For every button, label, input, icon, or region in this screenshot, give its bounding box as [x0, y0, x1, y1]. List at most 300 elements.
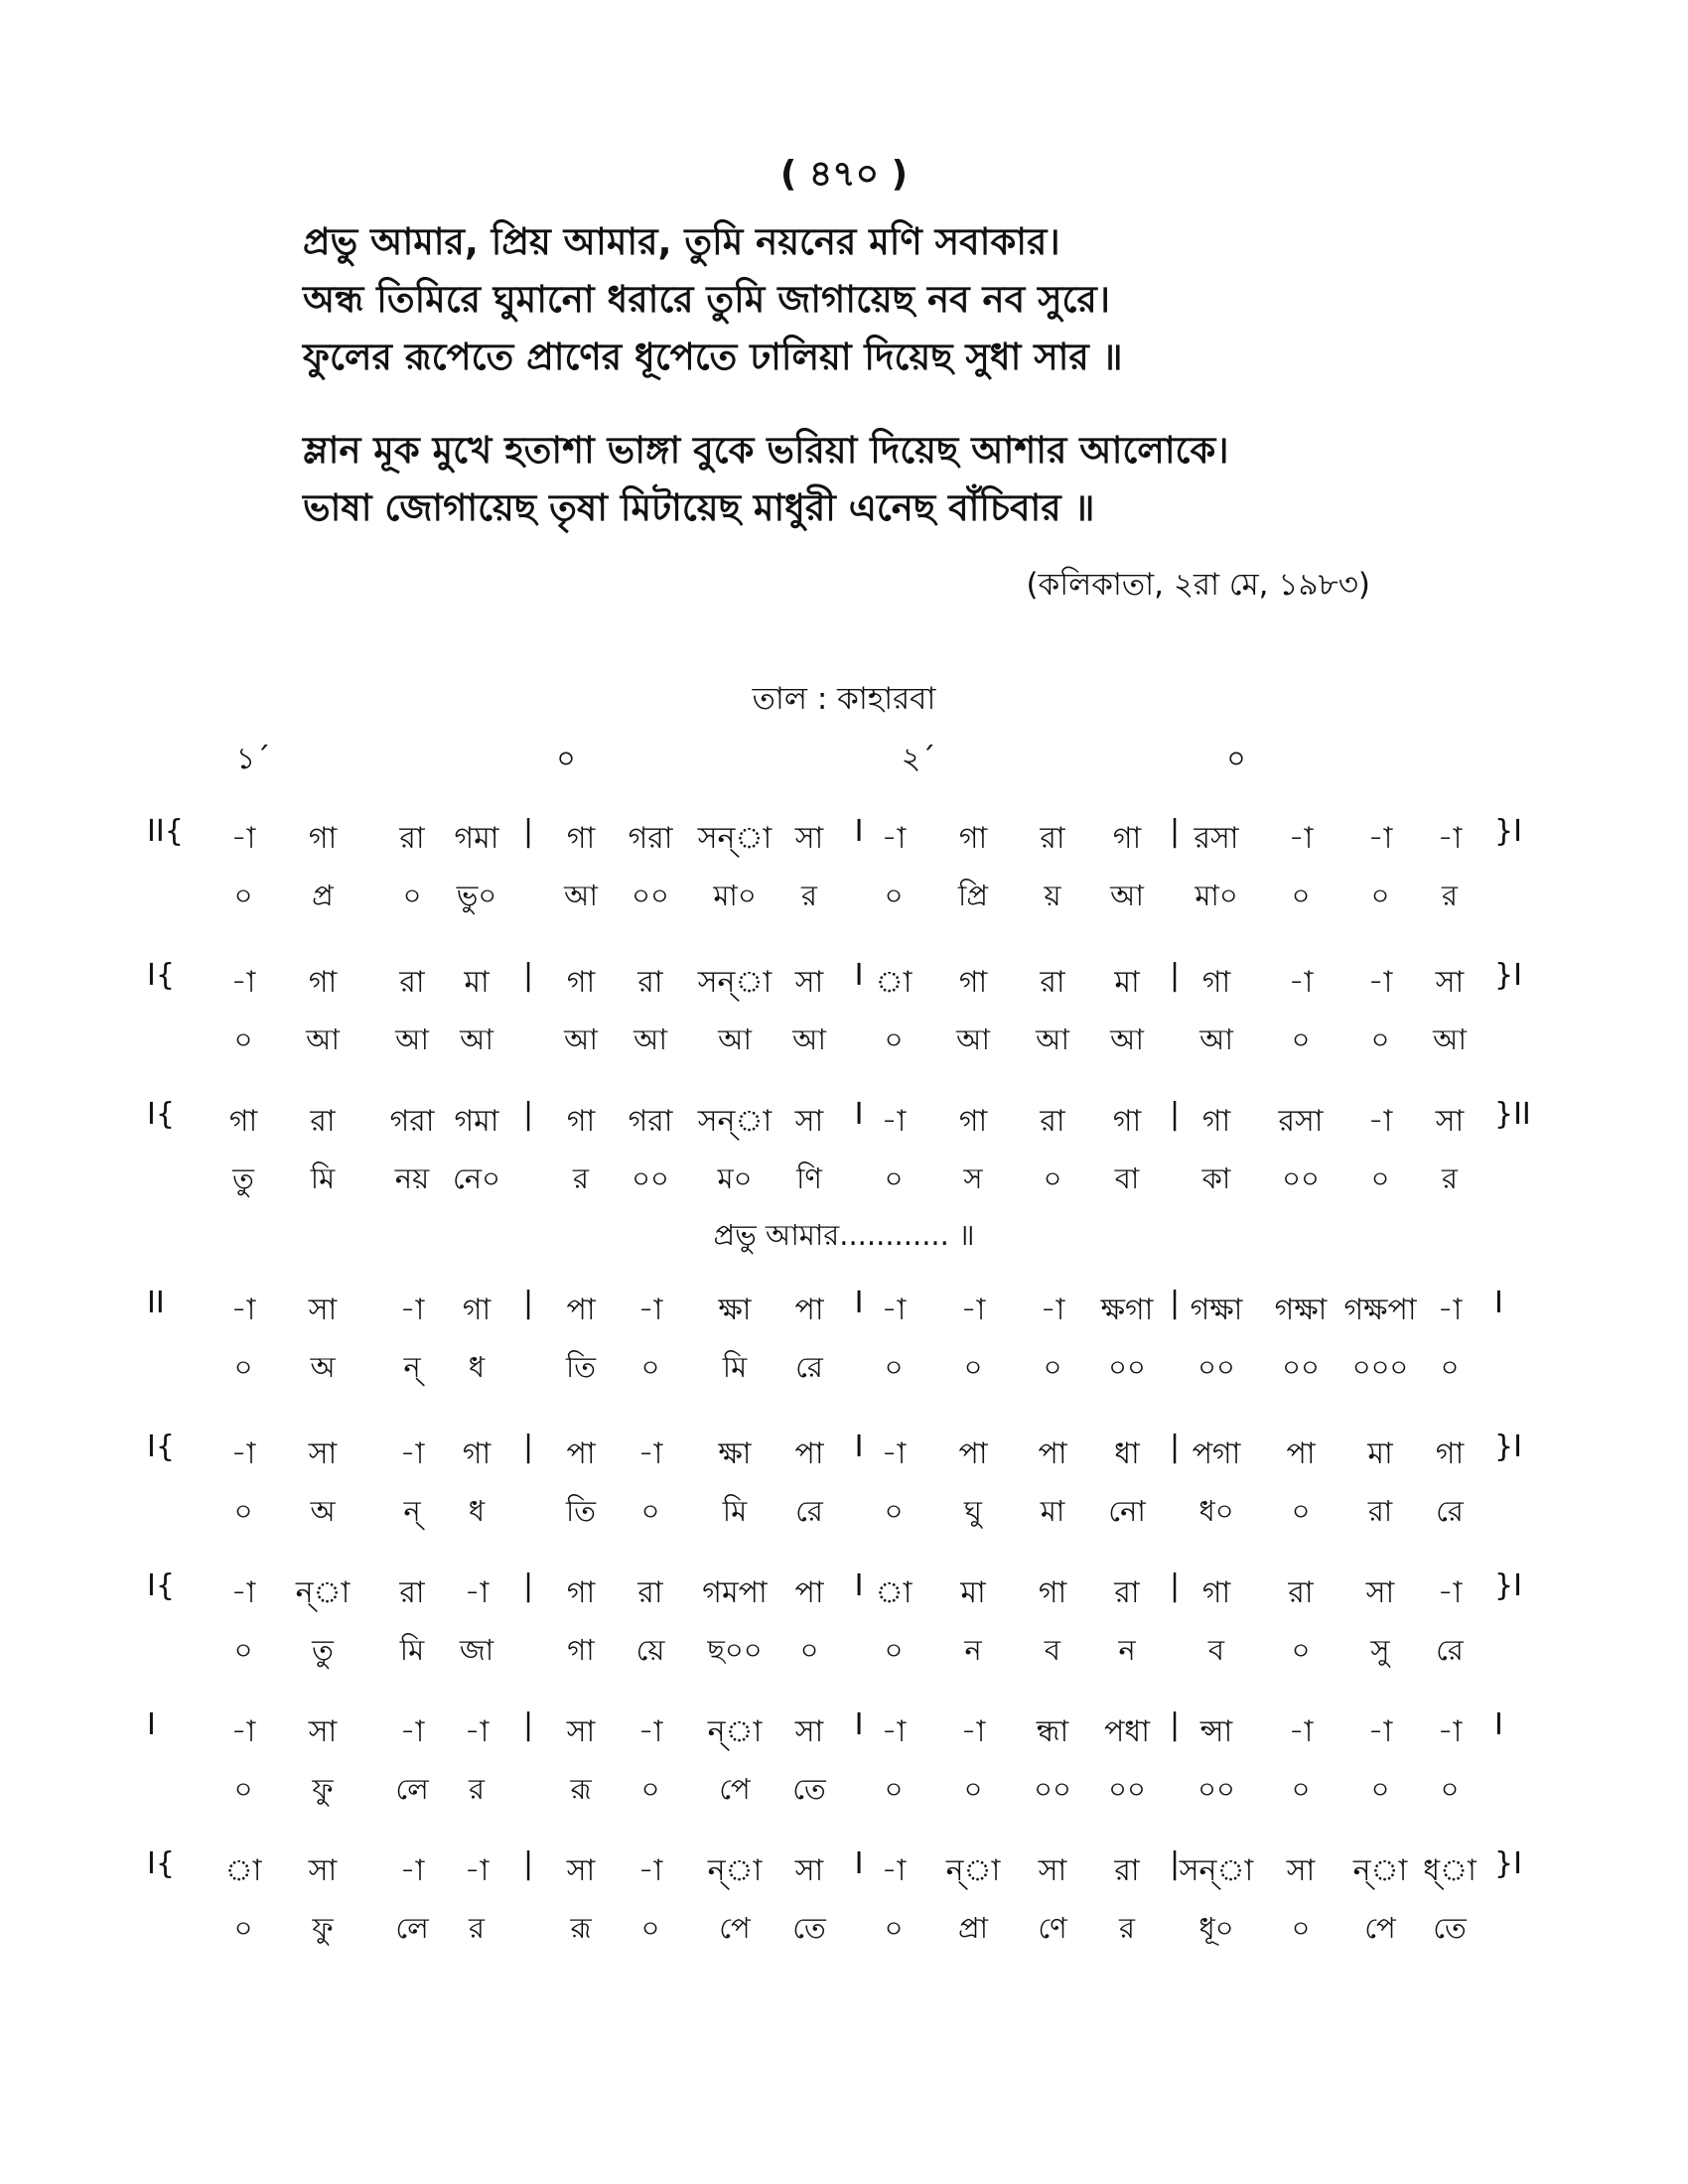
note: -া: [881, 821, 907, 856]
poem-line: ভাষা জোগায়েছ তৃষা মিটায়েছ মাধুরী এনেছ বাঁচিবার ॥: [303, 486, 1095, 529]
note: -া: [230, 965, 256, 1000]
note: ন্া: [1352, 1853, 1408, 1888]
note: ন্া: [707, 1853, 763, 1888]
syllable: মি: [722, 1494, 748, 1528]
bar-line-start: I{: [147, 1097, 175, 1132]
syllable: ০: [1291, 1772, 1311, 1806]
syllable: পে: [719, 1911, 751, 1945]
note: -া: [881, 1714, 907, 1749]
note: সন্া: [697, 1104, 773, 1139]
notation-row: [0, 1569, 1688, 1618]
bar-line-end: I: [1494, 1286, 1503, 1320]
syllable: তে: [792, 1772, 826, 1806]
note: সা: [1286, 1853, 1316, 1888]
syllable: রূ: [570, 1772, 592, 1806]
note: মা: [1367, 1436, 1393, 1471]
syllable: ০: [1291, 1633, 1311, 1667]
syllable: ০: [884, 879, 904, 912]
bar-line-end: }I: [1494, 1846, 1522, 1881]
syllable: মি: [722, 1350, 748, 1384]
syllable: প্র: [312, 879, 334, 912]
note: -া: [1367, 1714, 1393, 1749]
syllable: ০০: [1197, 1350, 1235, 1384]
bar-divider: |: [1169, 1286, 1181, 1320]
syllable: র: [469, 1911, 485, 1945]
note: সা: [566, 1714, 596, 1749]
syllable: মি: [399, 1633, 425, 1667]
syllable: ০: [1440, 1772, 1460, 1806]
bar-divider: |: [1169, 1707, 1181, 1742]
syllable: ০: [1291, 1494, 1311, 1528]
syllable: র: [573, 1161, 589, 1195]
syllable-row: [0, 1157, 1688, 1206]
note: ক্ষা: [718, 1436, 752, 1471]
notation-row: [0, 1846, 1688, 1896]
note: গা: [308, 821, 338, 856]
syllable: নে০: [453, 1161, 500, 1195]
syllable: মা: [1040, 1494, 1065, 1528]
note: -া: [1437, 1293, 1463, 1327]
notation-row: [0, 814, 1688, 864]
bar-line-start: I{: [147, 1846, 175, 1881]
bar-line-start: II: [147, 1286, 165, 1320]
syllable: তি: [565, 1350, 597, 1384]
syllable: আ: [564, 1023, 598, 1056]
note: মা: [464, 965, 490, 1000]
note: মা: [1114, 965, 1140, 1000]
notation-row: [0, 1286, 1688, 1335]
note: সা: [308, 1293, 338, 1327]
note: গরা: [389, 1104, 435, 1139]
syllable: ০: [233, 1023, 253, 1056]
syllable: ০: [884, 1350, 904, 1384]
syllable: ০: [233, 1494, 253, 1528]
note: গা: [958, 821, 988, 856]
poem-stanza-1: [303, 213, 1594, 386]
syllable: ০: [233, 1911, 253, 1945]
syllable: ০: [884, 1494, 904, 1528]
beat-mark: ১´: [235, 742, 271, 776]
syllable: ০: [963, 1772, 983, 1806]
note: ক্ষগা: [1100, 1293, 1154, 1327]
note: -া: [1040, 1293, 1065, 1327]
syllable: ০: [884, 1772, 904, 1806]
syllable: ন: [964, 1633, 982, 1667]
syllable: ০০: [632, 879, 669, 912]
poem-line: ফুলের রূপেতে প্রাণের ধূপেতে ঢালিয়া দিয়েছ সুধা সার ॥: [303, 336, 1123, 378]
note: -া: [230, 1575, 256, 1610]
syllable: তে: [792, 1911, 826, 1945]
syllable: ০: [233, 1350, 253, 1384]
note: রা: [1114, 1575, 1140, 1610]
note: ন্সা: [1199, 1714, 1233, 1749]
syllable: মা০: [713, 879, 757, 912]
bar-divider: |: [1169, 1846, 1181, 1881]
note: সন্া: [1179, 1853, 1254, 1888]
syllable: আ: [306, 1023, 340, 1056]
notation-row: [0, 958, 1688, 1008]
bar-divider: I: [854, 1846, 864, 1881]
syllable: র: [1119, 1911, 1135, 1945]
notation-row: [0, 1707, 1688, 1757]
note: -া: [1288, 965, 1314, 1000]
syllable: মা০: [1195, 879, 1238, 912]
note: সা: [794, 1714, 824, 1749]
note: -া: [881, 1436, 907, 1471]
note: পা: [794, 1436, 824, 1471]
note: া: [224, 1853, 262, 1888]
syllable: আ: [792, 1023, 826, 1056]
bar-divider: I: [854, 1286, 864, 1320]
syllable: ০: [1043, 1350, 1062, 1384]
syllable: র: [1442, 879, 1458, 912]
note: রা: [399, 1575, 425, 1610]
syllable-row: [0, 1489, 1688, 1539]
bar-divider: |: [1169, 1569, 1181, 1603]
syllable-row: [0, 1345, 1688, 1395]
note: গা: [462, 1436, 492, 1471]
poem-line: অন্ধ তিমিরে ঘুমানো ধরারে তুমি জাগায়েছ নব নব সুরে।: [303, 278, 1110, 321]
bar-line-end: }I: [1494, 814, 1522, 849]
syllable: ছ০০: [707, 1633, 763, 1667]
note: -া: [1367, 965, 1393, 1000]
bar-divider: |: [1169, 1430, 1181, 1464]
syllable: নয়: [394, 1161, 430, 1195]
note: সন্া: [697, 965, 773, 1000]
bar-divider: |: [522, 1286, 534, 1320]
syllable: অ: [310, 1494, 336, 1528]
poem-line: প্রভু আমার, প্রিয় আমার, তুমি নয়নের মণি সবাকার।: [303, 220, 1060, 263]
syllable: রে: [795, 1494, 823, 1528]
note: সা: [1038, 1853, 1067, 1888]
note: গা: [566, 1104, 596, 1139]
bar-line-start: I{: [147, 958, 175, 993]
syllable: অ: [310, 1350, 336, 1384]
note: পা: [794, 1293, 824, 1327]
syllable: ধ০: [1198, 1494, 1234, 1528]
note: গা: [228, 1104, 258, 1139]
note: গরা: [628, 1104, 673, 1139]
syllable: য়ে: [635, 1633, 665, 1667]
syllable: আ: [1110, 1023, 1144, 1056]
page-number: ( ৪৭০ ): [779, 154, 909, 195]
syllable: ফু: [312, 1772, 334, 1806]
note: গক্ষা: [1190, 1293, 1243, 1327]
note: রা: [1040, 965, 1065, 1000]
note: গা: [1112, 1104, 1142, 1139]
bar-line-start: I{: [147, 1569, 175, 1603]
syllable: ০: [884, 1911, 904, 1945]
bar-divider: |: [522, 1569, 534, 1603]
note: -া: [230, 1293, 256, 1327]
note: গরা: [628, 821, 673, 856]
note: া: [875, 1575, 913, 1610]
syllable: আ: [718, 1023, 752, 1056]
syllable: ০: [1370, 1772, 1390, 1806]
note: গা: [308, 965, 338, 1000]
bar-divider: |: [522, 1430, 534, 1464]
syllable: ০: [1291, 1911, 1311, 1945]
syllable: পে: [1364, 1911, 1396, 1945]
note: -া: [1367, 821, 1393, 856]
syllable: ০: [1370, 1161, 1390, 1195]
syllable: ০: [1291, 879, 1311, 912]
syllable: তে: [1433, 1911, 1467, 1945]
beat-mark: ০: [556, 742, 576, 776]
syllable: ০: [884, 1023, 904, 1056]
syllable: ০: [640, 1494, 660, 1528]
note: ন্া: [945, 1853, 1001, 1888]
bar-divider: |: [1169, 958, 1181, 993]
note: গা: [1201, 1575, 1231, 1610]
note: সা: [308, 1714, 338, 1749]
note: ক্ষা: [718, 1293, 752, 1327]
syllable: ০: [1043, 1161, 1062, 1195]
note: গা: [462, 1293, 492, 1327]
syllable: ম০: [717, 1161, 753, 1195]
note: সা: [794, 965, 824, 1000]
note: -া: [464, 1714, 490, 1749]
note: -া: [637, 1436, 663, 1471]
note: পা: [1286, 1436, 1316, 1471]
note: -া: [881, 1853, 907, 1888]
note: গা: [1112, 821, 1142, 856]
note: রা: [637, 1575, 663, 1610]
syllable: সু: [1370, 1633, 1390, 1667]
syllable: ০: [233, 879, 253, 912]
taal-label: তাল : কাহারবা: [752, 681, 936, 717]
syllable: ০: [233, 1633, 253, 1667]
note: সা: [308, 1853, 338, 1888]
syllable: ০০: [1108, 1772, 1146, 1806]
syllable: রা: [1367, 1494, 1393, 1528]
syllable-row: [0, 874, 1688, 923]
note: রা: [1040, 1104, 1065, 1139]
note: রা: [1288, 1575, 1314, 1610]
note: -া: [399, 1436, 425, 1471]
syllable: ণি: [796, 1161, 822, 1195]
bar-divider: |: [522, 1707, 534, 1742]
note: গা: [566, 965, 596, 1000]
syllable: গা: [567, 1633, 595, 1667]
note: -া: [1437, 821, 1463, 856]
syllable: ০: [884, 1161, 904, 1195]
syllable: ০: [640, 1772, 660, 1806]
syllable: র: [801, 879, 817, 912]
note: া: [875, 965, 913, 1000]
syllable: রে: [795, 1350, 823, 1384]
bar-divider: |: [522, 1097, 534, 1132]
syllable: র: [469, 1772, 485, 1806]
syllable: ০: [1440, 1350, 1460, 1384]
bar-line-end: }I: [1494, 1430, 1522, 1464]
note: রসা: [1194, 821, 1239, 856]
note: রা: [399, 821, 425, 856]
note: সা: [794, 821, 824, 856]
syllable: ০০: [1282, 1161, 1320, 1195]
syllable: ধূ০: [1198, 1911, 1234, 1945]
syllable: ০: [1370, 879, 1390, 912]
note: -া: [637, 1293, 663, 1327]
note: -া: [881, 1293, 907, 1327]
syllable: ধ: [468, 1350, 486, 1384]
bar-divider: I: [854, 958, 864, 993]
syllable: ০০: [1197, 1772, 1235, 1806]
syllable: পে: [719, 1772, 751, 1806]
syllable: ০: [1291, 1023, 1311, 1056]
note: পা: [566, 1436, 596, 1471]
note: -া: [399, 1714, 425, 1749]
notation-row: [0, 1097, 1688, 1147]
note: গা: [1201, 965, 1231, 1000]
bar-line-start: I: [147, 1707, 156, 1742]
syllable: আ: [1433, 1023, 1467, 1056]
bar-divider: I: [854, 1430, 864, 1464]
note: সা: [794, 1853, 824, 1888]
note: ন্ধা: [1036, 1714, 1069, 1749]
note: গক্ষপা: [1343, 1293, 1417, 1327]
syllable: রে: [1436, 1633, 1464, 1667]
syllable: প্রা: [957, 1911, 989, 1945]
bar-divider: |: [522, 958, 534, 993]
note: পা: [794, 1575, 824, 1610]
syllable: ০০: [1034, 1772, 1071, 1806]
note: -া: [881, 1104, 907, 1139]
note: -া: [399, 1293, 425, 1327]
syllable: ০: [1370, 1023, 1390, 1056]
syllable: ন: [1118, 1633, 1136, 1667]
syllable: ফু: [312, 1911, 334, 1945]
syllable: মি: [310, 1161, 336, 1195]
syllable: বা: [1114, 1161, 1140, 1195]
bar-line-end: I: [1494, 1707, 1503, 1742]
syllable: আ: [395, 1023, 429, 1056]
note: -া: [230, 1436, 256, 1471]
note: গা: [566, 1575, 596, 1610]
syllable: ০: [233, 1772, 253, 1806]
syllable-row: [0, 1767, 1688, 1817]
syllable: নো: [1108, 1494, 1146, 1528]
syllable: আ: [633, 1023, 667, 1056]
note: -া: [1367, 1104, 1393, 1139]
syllable: ০০: [1108, 1350, 1146, 1384]
note: ন্া: [707, 1714, 763, 1749]
note: গমা: [454, 821, 499, 856]
syllable-row: [0, 1906, 1688, 1956]
syllable: ০: [640, 1350, 660, 1384]
note: -া: [399, 1853, 425, 1888]
note: গা: [1038, 1575, 1067, 1610]
note: রা: [1114, 1853, 1140, 1888]
note: -া: [230, 1714, 256, 1749]
poem-stanza-2: [303, 422, 1594, 537]
syllable: তু: [232, 1161, 254, 1195]
syllable: কা: [1201, 1161, 1231, 1195]
syllable: তু: [312, 1633, 334, 1667]
syllable: র: [1442, 1161, 1458, 1195]
syllable: আ: [1199, 1023, 1233, 1056]
note: সা: [1365, 1575, 1395, 1610]
note: গা: [566, 821, 596, 856]
syllable: স: [963, 1161, 983, 1195]
notation-row: [0, 1430, 1688, 1479]
note: -া: [637, 1714, 663, 1749]
note: গক্ষা: [1274, 1293, 1328, 1327]
syllable: ০০: [1282, 1350, 1320, 1384]
note: -া: [960, 1714, 986, 1749]
note: রা: [1040, 821, 1065, 856]
note: মা: [960, 1575, 986, 1610]
note: রা: [399, 965, 425, 1000]
note: রা: [637, 965, 663, 1000]
refrain: প্রভু আমার............ ॥: [713, 1218, 975, 1252]
bar-line-end: }I: [1494, 958, 1522, 993]
syllable: রে: [1436, 1494, 1464, 1528]
note: -া: [230, 821, 256, 856]
syllable: ০: [402, 879, 422, 912]
syllable: লে: [395, 1911, 429, 1945]
syllable: রূ: [570, 1911, 592, 1945]
syllable: তি: [565, 1494, 597, 1528]
note: -া: [464, 1853, 490, 1888]
syllable: ণে: [1038, 1911, 1067, 1945]
syllable: লে: [395, 1772, 429, 1806]
note: ধা: [1114, 1436, 1140, 1471]
syllable-row: [0, 1628, 1688, 1678]
syllable: আ: [956, 1023, 990, 1056]
bar-divider: |: [1169, 1097, 1181, 1132]
syllable: জা: [459, 1633, 494, 1667]
note: -া: [1437, 1714, 1463, 1749]
note: সা: [566, 1853, 596, 1888]
bar-line-end: }I: [1494, 1569, 1522, 1603]
syllable: আ: [460, 1023, 493, 1056]
note: -া: [1437, 1575, 1463, 1610]
bar-divider: I: [854, 1097, 864, 1132]
syllable: ০: [799, 1633, 819, 1667]
bar-divider: |: [1169, 814, 1181, 849]
bar-divider: |: [522, 1846, 534, 1881]
bar-divider: |: [522, 814, 534, 849]
syllable: ধ: [468, 1494, 486, 1528]
syllable: ন্: [403, 1350, 421, 1384]
syllable: ০০০: [1351, 1350, 1409, 1384]
syllable: ঘু: [964, 1494, 982, 1528]
note: গমপা: [702, 1575, 768, 1610]
note: পধা: [1104, 1714, 1150, 1749]
note: সা: [1435, 1104, 1465, 1139]
note: সন্া: [697, 821, 773, 856]
note: গা: [1435, 1436, 1465, 1471]
syllable: ব: [1207, 1633, 1225, 1667]
note: -া: [1288, 821, 1314, 856]
syllable: আ: [1110, 879, 1144, 912]
syllable: ব: [1044, 1633, 1061, 1667]
syllable-row: [0, 1018, 1688, 1067]
note: -া: [464, 1575, 490, 1610]
poem-line: ম্লান মূক মুখে হতাশা ভাঙ্গা বুকে ভরিয়া দিয়েছ আশার আলোকে।: [303, 429, 1229, 472]
syllable: ০: [884, 1633, 904, 1667]
note: গা: [958, 1104, 988, 1139]
note: ন্া: [295, 1575, 351, 1610]
note: পা: [566, 1293, 596, 1327]
syllable: ন্: [403, 1494, 421, 1528]
beat-mark: ২´: [901, 742, 936, 776]
syllable: আ: [1036, 1023, 1069, 1056]
note: রা: [310, 1104, 336, 1139]
syllable: য়: [1044, 879, 1061, 912]
note: সা: [308, 1436, 338, 1471]
